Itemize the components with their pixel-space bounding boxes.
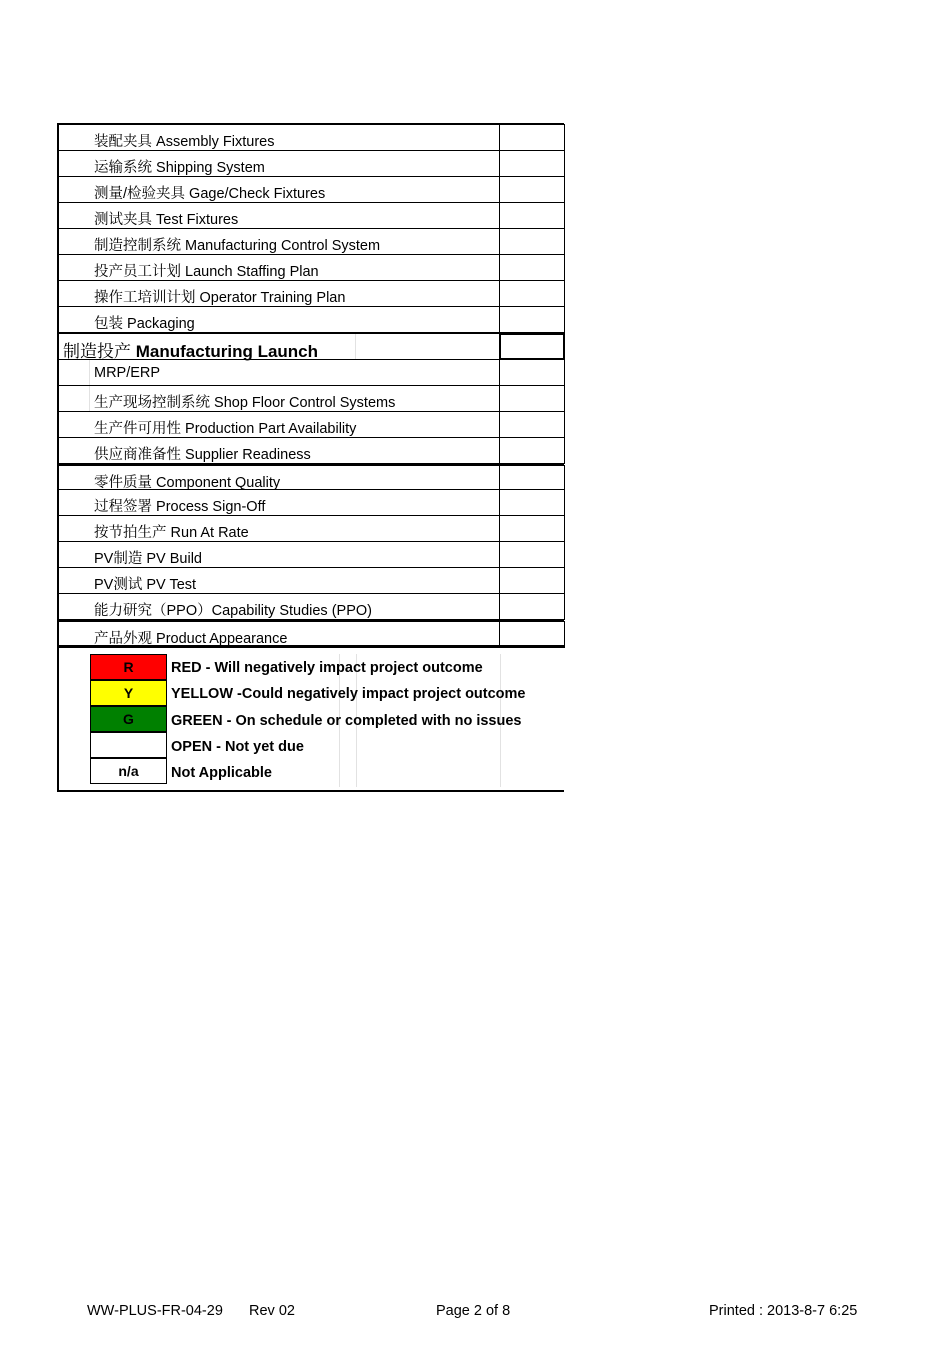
status-cell[interactable] bbox=[499, 333, 565, 360]
item-label: 零件质量 Component Quality bbox=[94, 475, 281, 491]
status-cell[interactable] bbox=[499, 124, 565, 151]
item-label: 装配夹具 Assembly Fixtures bbox=[94, 134, 275, 150]
status-cell[interactable] bbox=[499, 437, 565, 464]
table-row bbox=[57, 255, 564, 281]
item-label: 测量/检验夹具 Gage/Check Fixtures bbox=[94, 186, 326, 202]
status-cell[interactable] bbox=[499, 593, 565, 620]
legend-desc-na: Not Applicable bbox=[171, 765, 272, 781]
item-label: 投产员工计划 Launch Staffing Plan bbox=[94, 264, 319, 280]
table-row bbox=[57, 542, 564, 568]
table-row bbox=[57, 177, 564, 203]
item-label: 生产现场控制系统 Shop Floor Control Systems bbox=[94, 395, 396, 411]
table-row bbox=[57, 594, 564, 620]
status-legend bbox=[57, 646, 564, 792]
section-header bbox=[57, 333, 564, 360]
section-title-en: Manufacturing Launch bbox=[135, 342, 319, 361]
item-label: 包装 Packaging bbox=[94, 316, 195, 332]
status-cell[interactable] bbox=[499, 567, 565, 594]
legend-desc-red: RED - Will negatively impact project outcome bbox=[171, 660, 483, 676]
table-row bbox=[57, 281, 564, 307]
table-row bbox=[57, 123, 564, 151]
status-cell[interactable] bbox=[499, 541, 565, 568]
page-number: Page 2 of 8 bbox=[436, 1303, 511, 1319]
table-row bbox=[57, 386, 564, 412]
item-label: 产品外观 Product Appearance bbox=[94, 631, 288, 647]
status-cell[interactable] bbox=[499, 306, 565, 333]
legend-swatch-yellow: Y bbox=[90, 680, 167, 706]
table-row bbox=[57, 412, 564, 438]
table-row bbox=[57, 568, 564, 594]
item-label: 供应商准备性 Supplier Readiness bbox=[94, 447, 311, 463]
printed-timestamp: Printed : 2013-8-7 6:25 bbox=[709, 1303, 858, 1319]
gridline bbox=[355, 334, 356, 359]
legend-swatch-open bbox=[90, 732, 167, 758]
table-row bbox=[57, 360, 564, 386]
table-row bbox=[57, 307, 564, 333]
item-label: PV制造 PV Build bbox=[94, 551, 202, 567]
item-label: 能力研究（PPO）Capability Studies (PPO) bbox=[94, 603, 372, 619]
table-row bbox=[57, 151, 564, 177]
status-cell[interactable] bbox=[499, 515, 565, 542]
item-label: 生产件可用性 Production Part Availability bbox=[94, 421, 357, 437]
status-cell[interactable] bbox=[499, 411, 565, 438]
legend-desc-open: OPEN - Not yet due bbox=[171, 739, 304, 755]
status-cell[interactable] bbox=[499, 228, 565, 255]
status-cell[interactable] bbox=[499, 150, 565, 177]
status-cell[interactable] bbox=[499, 280, 565, 307]
section-title bbox=[63, 337, 318, 362]
item-label: 按节拍生产 Run At Rate bbox=[94, 525, 249, 541]
item-label: MRP/ERP bbox=[94, 365, 161, 381]
item-label: 运输系统 Shipping System bbox=[94, 160, 265, 176]
status-cell[interactable] bbox=[499, 254, 565, 281]
status-cell[interactable] bbox=[499, 465, 565, 492]
checklist-table bbox=[57, 123, 564, 792]
table-row bbox=[57, 438, 564, 464]
legend-swatch-red: R bbox=[90, 654, 167, 680]
legend-desc-yellow: YELLOW -Could negatively impact project outcome bbox=[171, 686, 526, 702]
item-label: 过程签署 Process Sign-Off bbox=[94, 499, 266, 515]
legend-swatch-green: G bbox=[90, 706, 167, 732]
table-row bbox=[57, 464, 564, 490]
status-cell[interactable] bbox=[499, 202, 565, 229]
table-row bbox=[57, 490, 564, 516]
status-cell[interactable] bbox=[499, 176, 565, 203]
status-cell[interactable] bbox=[499, 621, 565, 648]
item-label: 操作工培训计划 Operator Training Plan bbox=[94, 290, 346, 306]
status-cell[interactable] bbox=[499, 489, 565, 516]
item-label: PV测试 PV Test bbox=[94, 577, 197, 593]
table-row bbox=[57, 229, 564, 255]
section-title-cn: 制造投产 bbox=[63, 342, 131, 361]
item-label: 测试夹具 Test Fixtures bbox=[94, 212, 239, 228]
form-id: WW-PLUS-FR-04-29 bbox=[87, 1303, 223, 1319]
table-row bbox=[57, 620, 564, 646]
table-row bbox=[57, 203, 564, 229]
status-cell[interactable] bbox=[499, 359, 565, 386]
table-row bbox=[57, 516, 564, 542]
legend-desc-green: GREEN - On schedule or completed with no issues bbox=[171, 713, 522, 729]
legend-swatch-na: n/a bbox=[90, 758, 167, 784]
item-label: 制造控制系统 Manufacturing Control System bbox=[94, 238, 381, 254]
status-cell[interactable] bbox=[499, 385, 565, 412]
revision: Rev 02 bbox=[249, 1303, 295, 1319]
